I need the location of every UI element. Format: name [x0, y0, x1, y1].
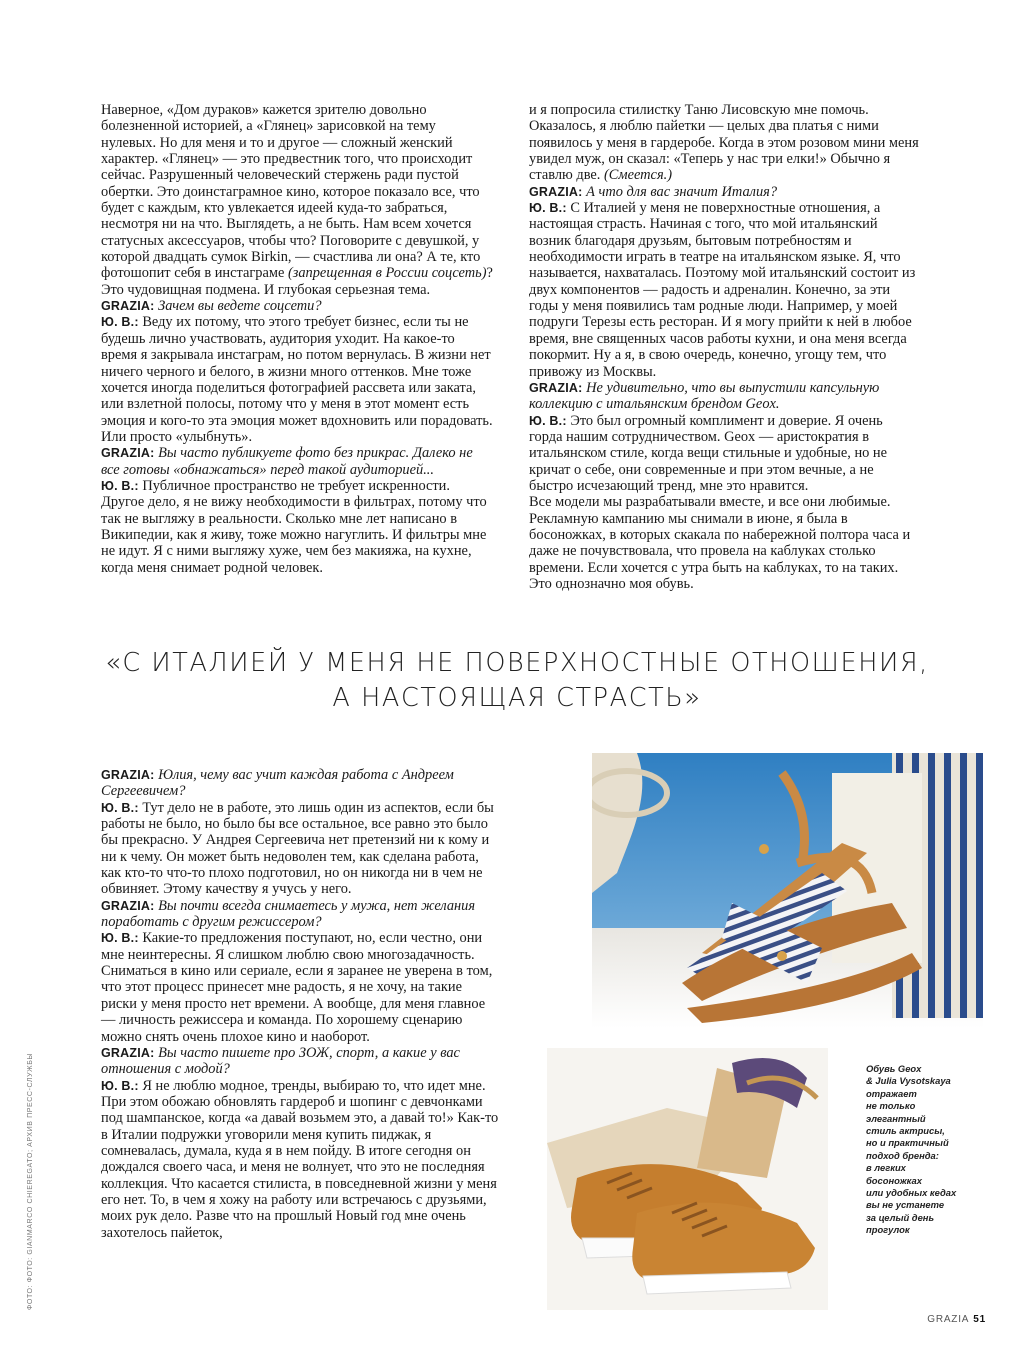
paragraph	[101, 1078, 501, 1241]
page-folio	[927, 1314, 986, 1325]
caption-line: или удобных кедах	[866, 1187, 957, 1199]
answer-text: Я не люблю модное, тренды, выбираю то, что идет мне. При этом обожаю обновлять гардероб и шопинг с девчонками под шампанское, когда «а давай возьмем это, а давай то!» Как-то в Италии подружки уговорили меня купить пиджак, я сомневалась, думала, куда я в нем пойду. В итоге сегодня он дождался своего часа, и меня не волнует, что это не последняя коллекция. Что касается стилиста, в повседневной жизни у меня его нет. То, в чем я хожу на работу или встречаюсь с друзьями, моих рук дело. Разве что на прошлый Новый год мне очень захотелось пайеток,	[101, 1077, 499, 1241]
question-text: Не удивительно, что вы выпустили капсульную коллекцию с итальянским брендом Geox.	[529, 379, 880, 413]
paragraph	[101, 298, 493, 314]
caption-line: стиль актрисы,	[866, 1125, 945, 1137]
paragraph	[529, 102, 919, 184]
speaker-label: GRAZIA:	[529, 380, 583, 395]
paragraph	[101, 314, 493, 445]
article-column-bottom	[101, 767, 501, 1241]
answer-text: Какие-то предложения поступают, но, если честно, они мне неинтересны. Я слишком люблю свою многозадачность. Сниматься в кино или сериале, если я заранее не уверена в том, что этот процесс принесет мне радость, я не хочу, на такие риски у меня просто нет времени. А вообще, для меня главное — личность режиссера и команда. По хорошему сценарию можно снять очень плохое кино и наоборот.	[101, 930, 493, 1045]
speaker-label: Ю. В.:	[101, 931, 139, 946]
paragraph	[101, 445, 493, 478]
question-text: Вы почти всегда снимаетесь у мужа, нет желания поработать с другим режиссером?	[101, 897, 476, 931]
pull-quote-line-2: А НАСТОЯЩАЯ СТРАСТЬ»	[332, 683, 702, 713]
article-column-left	[101, 102, 493, 576]
caption-line: & Julia Vysotskaya	[866, 1075, 951, 1087]
pull-quote-line-1: «С ИТАЛИЕЙ У МЕНЯ НЕ ПОВЕРХНОСТНЫЕ ОТНОШЕНИЯ,	[105, 648, 929, 678]
magazine-name: GRAZIA	[927, 1314, 970, 1325]
paragraph	[101, 767, 501, 800]
paragraph	[529, 200, 919, 380]
caption-line: элегантный	[866, 1112, 926, 1124]
question-text: Зачем вы ведете соцсети?	[158, 298, 322, 315]
speaker-label: GRAZIA:	[101, 898, 155, 913]
question-text: А что для вас значит Италия?	[586, 183, 778, 200]
speaker-label: GRAZIA:	[101, 1045, 155, 1060]
paragraph	[529, 184, 919, 200]
sneakers-photo	[547, 1048, 828, 1310]
paragraph	[529, 413, 919, 495]
sandals-photo	[592, 753, 983, 1028]
speaker-label: Ю. В.:	[101, 315, 139, 330]
paragraph	[101, 102, 493, 298]
question-text: Вы часто пишете про ЗОЖ, спорт, а какие у вас отношения с модой?	[101, 1044, 460, 1078]
paragraph	[529, 494, 919, 592]
pull-quote	[60, 646, 974, 716]
photo-credit: ФОТО: ФОТО: GIANMARCO CHIEREGATO; АРХИВ ПРЕСС-СЛУЖБЫ	[27, 1052, 34, 1310]
paragraph	[529, 380, 919, 413]
speaker-label: GRAZIA:	[101, 446, 155, 461]
caption-line: отражает	[866, 1087, 917, 1099]
speaker-label: GRAZIA:	[529, 184, 583, 199]
speaker-label: GRAZIA:	[101, 299, 155, 314]
speaker-label: Ю. В.:	[529, 201, 567, 216]
sneakers-illustration	[547, 1048, 828, 1310]
answer-text: Все модели мы разрабатывали вместе, и все они любимые. Рекламную кампанию мы снимали в июне, я была в босоножках, в которых скакала по набережной полтора часа и даже не почувствовала, что провела на каблуках столько времени. Если хочется с утра быть на каблуках, то на таких. Это однозначно моя обувь.	[529, 494, 911, 592]
speaker-label: GRAZIA:	[101, 768, 155, 782]
caption-line: но и практичный	[866, 1137, 949, 1149]
answer-text: Публичное пространство не требует искренности. Другое дело, я не вижу необходимости в фильтрах, потому что так не выгляжу в реальности. Сколько мне лет написано в Википедии, как я живу, тоже можно нагуглить. И фильтры мне не идут. Я с ними выгляжу хуже, чем без макияжа, на кухне, когда меня снимает родной человек.	[101, 477, 487, 576]
caption-line: прогулок	[866, 1224, 910, 1236]
question-text: Вы часто публикуете фото без прикрас. Далеко не все готовы «обнажаться» перед такой аудиторией...	[101, 445, 473, 478]
speaker-label: Ю. В.:	[101, 1078, 139, 1093]
paragraph	[101, 898, 501, 931]
page-number: 51	[973, 1314, 986, 1325]
article-column-right	[529, 102, 919, 592]
speaker-label: Ю. В.:	[101, 800, 139, 815]
speaker-label: Ю. В.:	[529, 413, 567, 428]
caption-line: в легких	[866, 1162, 906, 1174]
answer-text: Наверное, «Дом дураков» кажется зрителю довольно болезненной историей, а «Глянец» зарисовкой на тему нулевых. Но для меня и то и другое — сложный женский характер. «Глянец» — это предвестник того, что происходит сейчас. Разрушенный человеческий стержень ради пустой обертки. Это доинстаграмное кино, которое показало все, что будет с каждым, кто увлекается идеей куда-то забраться, несмотря ни на что. Выглядеть, а не быть. Нам всем хочется статусных аксессуаров, чтобы что? Поговорите с девушкой, у которой двадцать сумок Birkin, — счастлива ли она? А те, кто фотошопит себя в инстаграме	[101, 102, 481, 282]
caption-line: подход бренда:	[866, 1149, 939, 1161]
caption-line: босоножках	[866, 1174, 922, 1186]
question-text: Юлия, чему вас учит каждая работа с Андреем Сергеевичем?	[101, 767, 454, 800]
speaker-label: Ю. В.:	[101, 478, 139, 493]
paragraph	[101, 800, 501, 898]
answer-text: и я попросила стилистку Таню Лисовскую мне помочь. Оказалось, я люблю пайетки — целых два платья с ними появилось у меня в гардеробе. Когда в этом розовом мини меня увидел муж, он сказал: «Теперь у нас три елки!» Обычно я ставлю две.	[529, 102, 919, 184]
paragraph	[101, 930, 501, 1044]
answer-text: Тут дело не в работе, это лишь один из аспектов, если бы работы не было, но было бы все остальное, все равно это было бы прекрасно. У Андрея Сергеевича нет претензий ни к кому и ни к чему. Он может быть недоволен тем, как сделана работа, как кто-то что-то плохо подготовил, но он никогда ни в чем не обвиняет. Этому качеству я учусь у него.	[101, 799, 494, 898]
answer-text: С Италией у меня не поверхностные отношения, а настоящая страсть. Начиная с того, что мой итальянский возник благодаря друзьям, бытовым потребностям и необходимости играть в театре на итальянском языке. Я, что называется, нахваталась. Поэтому мой итальянский состоит из двух компонентов — радость и адреналин. Конечно, за эти годы у меня появились там родные люди. Например, у моей подруги Терезы есть ресторан. И я могу прийти к ней в любое время, вне священных часов работы кухни, и она меня всегда покормит. Ну а я, в свою очередь, конечно, угощу тем, что привожу из Москвы.	[529, 200, 916, 380]
sandals-illustration	[592, 753, 983, 1028]
paragraph	[101, 478, 493, 576]
caption-line: не только	[866, 1100, 916, 1112]
caption-line: Обувь Geox	[866, 1063, 922, 1074]
caption-line: за целый день	[866, 1211, 935, 1223]
paragraph	[101, 1045, 501, 1078]
answer-text: Это был огромный комплимент и доверие. Я очень горда нашим сотрудничеством. Geox — аристократия в итальянском стиле, когда вещи стильные и удобные, но не кричат о себе, они современные и при этом вечные, а не быстро исчезающий тренд, мне это нравится.	[529, 412, 888, 494]
answer-text: Веду их потому, что этого требует бизнес, если ты не будешь лично участвовать, аудитория уходит. На какое-то время я закрывала инстаграм, но потом вернулась. В жизни нет ничего черного и белого, в жизни много оттенков. Мне тоже хочется иногда поделиться фотографией рассвета или заката, или взлетной полосы, потому что у меня в этот момент есть эмоция и кого-то эта эмоция может вдохновить или порадовать. Или просто «улыбнуть».	[101, 314, 493, 445]
caption-line: вы не устанете	[866, 1199, 945, 1211]
aside-text: (Смеется.)	[604, 167, 673, 184]
aside-text: (запрещенная в России соцсеть)	[287, 265, 487, 282]
answer-text-tail: ? Это чудовищная подмена. И глубокая серьезная тема.	[101, 265, 493, 298]
photo-caption	[866, 1063, 966, 1237]
